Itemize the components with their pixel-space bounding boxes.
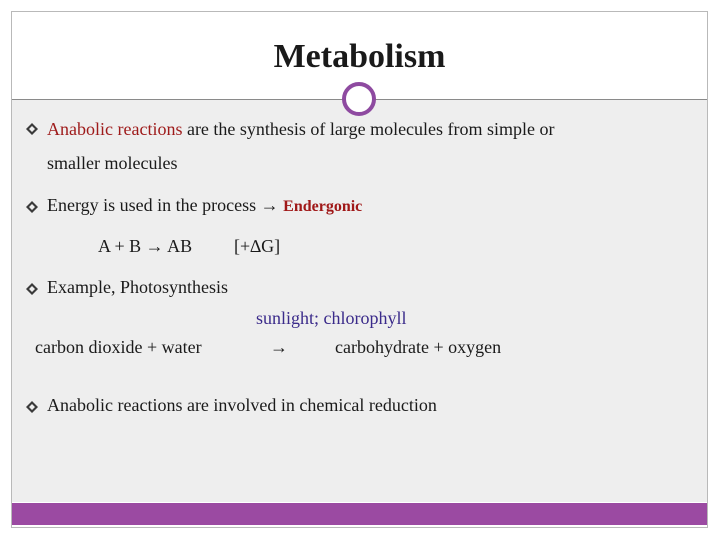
reactants: carbon dioxide + water <box>35 337 202 357</box>
diamond-bullet-icon <box>24 121 40 137</box>
delta-g-label: [+∆G] <box>234 236 281 256</box>
bullet-2-text <box>47 194 362 218</box>
bullet-2-main: Energy is used in the process → <box>47 195 284 215</box>
diamond-bullet-icon <box>24 281 40 297</box>
diamond-bullet-icon <box>24 399 40 415</box>
bullet-1-text <box>47 118 555 140</box>
bullet-1-highlight: Anabolic reactions <box>47 119 183 139</box>
bottom-accent-bar <box>12 503 707 525</box>
endergonic-term: Endergonic <box>283 198 363 215</box>
ring-icon <box>342 82 376 116</box>
reaction-arrow: → <box>270 337 288 357</box>
bullet-4-text: Anabolic reactions are involved in chemical reduction <box>47 395 437 415</box>
products: carbohydrate + oxygen <box>335 337 502 357</box>
reaction-conditions: sunlight; chlorophyll <box>256 308 407 328</box>
diamond-bullet-icon <box>24 199 40 215</box>
bullet-1-continuation: smaller molecules <box>47 153 178 173</box>
reaction-equation: A + B → AB <box>98 236 193 256</box>
bullet-3-text: Example, Photosynthesis <box>47 277 228 297</box>
bullet-1-rest: are the synthesis of large molecules from simple or <box>182 119 555 139</box>
slide-title: Metabolism <box>273 38 446 75</box>
